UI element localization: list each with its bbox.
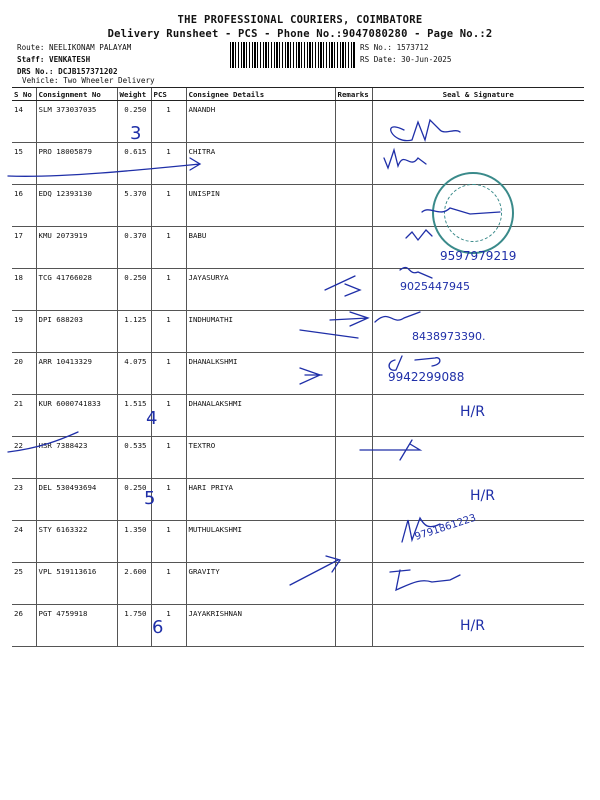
cell-pcs: 1 bbox=[151, 521, 186, 563]
cell-weight: 0.250 bbox=[117, 269, 151, 311]
cell-sno: 18 bbox=[12, 269, 36, 311]
cell-consignment-no: SLM 373037035 bbox=[36, 101, 117, 143]
col-signature: Seal & Signature bbox=[372, 88, 584, 101]
cell-sno: 24 bbox=[12, 521, 36, 563]
col-weight: Weight bbox=[117, 88, 151, 101]
cell-weight: 1.125 bbox=[117, 311, 151, 353]
cell-weight: 1.515 bbox=[117, 395, 151, 437]
cell-consignment-no: DEL 530493694 bbox=[36, 479, 117, 521]
hw-hr-23: H/R bbox=[470, 488, 495, 504]
cell-pcs: 1 bbox=[151, 185, 186, 227]
cell-consignee: HARI PRIYA bbox=[186, 479, 335, 521]
cell-pcs: 1 bbox=[151, 437, 186, 479]
hw-number-26: 6 bbox=[152, 617, 164, 638]
cell-weight: 5.370 bbox=[117, 185, 151, 227]
cell-consignment-no: EDQ 12393130 bbox=[36, 185, 117, 227]
signature-19 bbox=[375, 312, 420, 322]
cell-consignee: JAYASURYA bbox=[186, 269, 335, 311]
cell-consignment-no: PGT 4759918 bbox=[36, 605, 117, 647]
signature-17 bbox=[406, 230, 432, 240]
cell-weight: 1.750 bbox=[117, 605, 151, 647]
signature-15 bbox=[384, 150, 426, 168]
cell-consignee: TEXTRO bbox=[186, 437, 335, 479]
cell-pcs: 1 bbox=[151, 395, 186, 437]
rs-date: RS Date: 30-Jun-2025 bbox=[360, 55, 452, 64]
cell-sno: 20 bbox=[12, 353, 36, 395]
hw-hr-21: H/R bbox=[460, 404, 485, 420]
strike-arrow-15 bbox=[8, 158, 200, 176]
cell-pcs: 1 bbox=[151, 311, 186, 353]
cell-consignment-no: ARR 10413329 bbox=[36, 353, 117, 395]
cell-consignee: DHANALKSHMI bbox=[186, 353, 335, 395]
hw-number-14: 3 bbox=[130, 123, 142, 144]
cell-consignment-no: KUR 6000741833 bbox=[36, 395, 117, 437]
cell-sno: 14 bbox=[12, 101, 36, 143]
cell-sno: 19 bbox=[12, 311, 36, 353]
cell-pcs: 1 bbox=[151, 605, 186, 647]
cell-weight: 4.075 bbox=[117, 353, 151, 395]
drs-label: DRS No.: DCJB157371202 bbox=[17, 67, 118, 76]
signature-18 bbox=[400, 267, 432, 278]
arrow-20 bbox=[300, 368, 322, 384]
hw-phone-17: 9597979219 bbox=[440, 249, 517, 263]
cell-consignment-no: TCG 41766028 bbox=[36, 269, 117, 311]
col-remarks: Remarks bbox=[335, 88, 372, 101]
cell-pcs: 1 bbox=[151, 269, 186, 311]
cell-sno: 17 bbox=[12, 227, 36, 269]
hw-hr-26: H/R bbox=[460, 618, 485, 634]
signature-25 bbox=[390, 570, 460, 590]
cell-weight: 0.250 bbox=[117, 479, 151, 521]
hw-phone-24: 9791861223 bbox=[413, 512, 478, 543]
cell-sno: 15 bbox=[12, 143, 36, 185]
route-label: Route: NEELIKONAM PALAYAM bbox=[17, 43, 132, 52]
cell-consignee: UNISPIN bbox=[186, 185, 335, 227]
signature-14 bbox=[391, 120, 460, 141]
col-consignment: Consignment No bbox=[36, 88, 117, 101]
hw-phone-19: 8438973390. bbox=[412, 330, 486, 343]
arrow-18 bbox=[325, 276, 360, 296]
cell-weight: 0.370 bbox=[117, 227, 151, 269]
hw-phone-18: 9025447945 bbox=[400, 280, 470, 293]
cell-consignment-no: STY 6163322 bbox=[36, 521, 117, 563]
cell-sno: 16 bbox=[12, 185, 36, 227]
cell-sno: 23 bbox=[12, 479, 36, 521]
cell-consignee: DHANALAKSHMI bbox=[186, 395, 335, 437]
cell-pcs: 1 bbox=[151, 227, 186, 269]
cell-sno: 25 bbox=[12, 563, 36, 605]
cell-weight: 0.250 bbox=[117, 101, 151, 143]
cell-weight: 0.615 bbox=[117, 143, 151, 185]
cell-weight: 0.535 bbox=[117, 437, 151, 479]
col-consignee: Consignee Details bbox=[186, 88, 335, 101]
cell-pcs: 1 bbox=[151, 101, 186, 143]
cell-pcs: 1 bbox=[151, 563, 186, 605]
cell-consignee: ANANDH bbox=[186, 101, 335, 143]
cell-consignee: MUTHULAKSHMI bbox=[186, 521, 335, 563]
cell-consignment-no: KMU 2073919 bbox=[36, 227, 117, 269]
cell-consignee: INDHUMATHI bbox=[186, 311, 335, 353]
hw-phone-20: 9942299088 bbox=[388, 370, 465, 384]
cell-sno: 26 bbox=[12, 605, 36, 647]
cell-weight: 1.350 bbox=[117, 521, 151, 563]
strike-arrow-22 bbox=[8, 432, 420, 460]
signature-16 bbox=[422, 208, 500, 214]
hw-number-21: 4 bbox=[146, 408, 158, 429]
vehicle-label: Vehicle: Two Wheeler Delivery bbox=[22, 76, 155, 85]
cell-sno: 21 bbox=[12, 395, 36, 437]
hw-number-23: 5 bbox=[144, 488, 156, 509]
cell-consignment-no: HSR 7388423 bbox=[36, 437, 117, 479]
cell-weight: 2.600 bbox=[117, 563, 151, 605]
cell-consignment-no: DPI 688203 bbox=[36, 311, 117, 353]
cell-pcs: 1 bbox=[151, 353, 186, 395]
company-title: THE PROFESSIONAL COURIERS, COIMBATORE bbox=[177, 14, 423, 26]
cell-consignment-no: PRO 18005879 bbox=[36, 143, 117, 185]
signature-20 bbox=[389, 356, 440, 370]
staff-label: Staff: VENKATESH bbox=[17, 55, 91, 64]
cell-consignee: GRAVITY bbox=[186, 563, 335, 605]
col-pcs: PCS bbox=[151, 88, 186, 101]
rs-number: RS No.: 1573712 bbox=[360, 43, 429, 52]
cell-sno: 22 bbox=[12, 437, 36, 479]
cell-consignee: JAYAKRISHNAN bbox=[186, 605, 335, 647]
cell-consignee: BABU bbox=[186, 227, 335, 269]
cell-consignee: CHITRA bbox=[186, 143, 335, 185]
cell-pcs: 1 bbox=[151, 479, 186, 521]
cell-pcs: 1 bbox=[151, 143, 186, 185]
col-sno: S No bbox=[12, 88, 36, 101]
arrow-19 bbox=[300, 312, 368, 338]
arrow-25 bbox=[290, 556, 340, 585]
runsheet-subtitle: Delivery Runsheet - PCS - Phone No.:9047080280 - Page No.:2 bbox=[107, 28, 493, 40]
cell-consignment-no: VPL 519113616 bbox=[36, 563, 117, 605]
